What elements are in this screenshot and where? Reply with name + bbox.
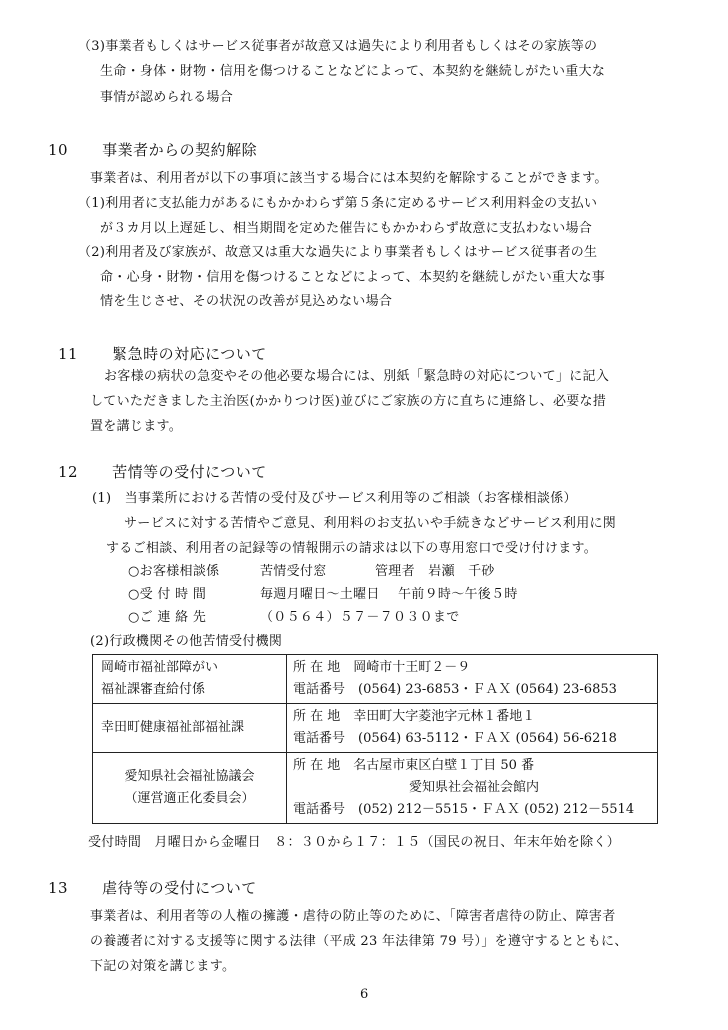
agency-table bbox=[92, 654, 658, 824]
sec10-item2-line2: 命・心身・財物・信用を傷つけることなどによって、本契約を継続しがたい重大な事 bbox=[100, 270, 606, 285]
agency-tel: 電話番号 (0564) 63-5112・ＦＡＸ (0564) 56-6218 bbox=[293, 731, 617, 746]
desk-phone: （０５６４）５７－７０３０まで bbox=[260, 610, 460, 625]
sec11-number: 11 bbox=[58, 345, 79, 363]
sec10-intro: 事業者は、利用者が以下の事項に該当する場合には本契約を解除することができます。 bbox=[90, 171, 608, 186]
sec10-item1-line1: （1)利用者に支払能力があるにもかかわらず第５条に定めるサービス利用料金の支払い bbox=[78, 196, 598, 211]
agency-address: 所 在 地 名古屋市東区白壁１丁目 50 番 bbox=[293, 758, 535, 773]
agency-name-aichi bbox=[93, 753, 287, 824]
sec13-body-line3: 下記の対策を講じます。 bbox=[90, 959, 236, 974]
desk-label-consult: ○お客様相談係 bbox=[128, 564, 220, 579]
agency-contact-kota bbox=[287, 704, 658, 753]
sec11-title: 緊急時の対応について bbox=[112, 345, 267, 363]
agency-contact-okazaki bbox=[287, 655, 658, 704]
agency-name-okazaki bbox=[93, 655, 287, 704]
sec9-item3-line2: 生命・身体・財物・信用を傷つけることなどによって、本契約を継続しがたい重大な bbox=[100, 64, 606, 79]
sec12-item2-title: (2)行政機関その他苦情受付機関 bbox=[90, 634, 283, 649]
agency-tel: 電話番号 (052) 212－5515・ＦＡＸ (052) 212－5514 bbox=[293, 802, 635, 817]
agency-name-line: 幸田町健康福祉部福祉課 bbox=[101, 720, 245, 735]
sec10-heading bbox=[48, 140, 257, 160]
desk-manager: 管理者 岩瀬 千砂 bbox=[375, 564, 495, 579]
sec12-item1-body-line2: するご相談、利用者の記録等の情報開示の請求は以下の専用窓口で受け付けます。 bbox=[106, 541, 598, 556]
sec9-item3-line3: 事情が認められる場合 bbox=[100, 90, 234, 105]
agency-address: 所 在 地 幸田町大字菱池字元林１番地１ bbox=[293, 709, 536, 724]
agency-contact-aichi bbox=[287, 753, 658, 824]
desk-times: 午前９時～午後５時 bbox=[398, 587, 518, 602]
sec11-body-line3: 置を講じます。 bbox=[90, 419, 183, 434]
sec10-item2-line3: 情を生じさせ、その状況の改善が見込めない場合 bbox=[100, 294, 393, 309]
reception-hours: 受付時間 月曜日から金曜日 ８：３０から１７：１５（国民の祝日、年末年始を除く） bbox=[88, 835, 621, 850]
agency-row-aichi bbox=[93, 753, 658, 824]
sec13-title: 虐待等の受付について bbox=[102, 879, 257, 897]
sec10-number: 10 bbox=[48, 141, 69, 159]
agency-address: 所 在 地 岡崎市十王町２－９ bbox=[293, 660, 471, 675]
sec12-number: 12 bbox=[58, 463, 79, 481]
sec10-item2-line1: （2)利用者及び家族が、故意又は重大な過失により事業者もしくはサービス従事者の生 bbox=[78, 245, 598, 260]
sec12-item1-body-line1: サービスに対する苦情やご意見、利用料のお支払いや手続きなどサービス利用に関 bbox=[124, 516, 617, 531]
desk-days: 毎週月曜日～土曜日 bbox=[260, 587, 380, 602]
agency-name-line: 岡崎市福祉部障がい bbox=[101, 660, 219, 675]
sec13-number: 13 bbox=[48, 879, 69, 897]
sec11-body-line2: していただきました主治医(かかりつけ医)並びにご家族の方に直ちに連絡し、必要な措 bbox=[90, 394, 607, 409]
sec13-heading bbox=[48, 878, 257, 898]
agency-name-line: （運営適正化委員会） bbox=[124, 791, 255, 806]
desk-label-hours: ○受 付 時 間 bbox=[128, 587, 207, 602]
agency-name-line: 愛知県社会福祉協議会 bbox=[124, 769, 255, 784]
desk-complaint-window: 苦情受付窓 bbox=[260, 564, 327, 579]
desk-label-contact: ○ご 連 絡 先 bbox=[128, 610, 207, 625]
sec10-title: 事業者からの契約解除 bbox=[102, 141, 258, 159]
sec13-body-line1: 事業者は、利用者等の人権の擁護・虐待の防止等のために、「障害者虐待の防止、障害者 bbox=[90, 909, 616, 924]
sec10-item1-line2: が３カ月以上遅延し、相当期間を定めた催告にもかかわらず故意に支払わない場合 bbox=[100, 221, 593, 236]
sec12-heading bbox=[58, 462, 267, 482]
sec11-body-line1: お客様の病状の急変やその他必要な場合には、別紙「緊急時の対応について」に記入 bbox=[104, 369, 610, 384]
agency-row-kota bbox=[93, 704, 658, 753]
agency-name-line: 福祉課審査給付係 bbox=[101, 682, 206, 697]
agency-tel: 電話番号 (0564) 23-6853・ＦＡＸ (0564) 23-6853 bbox=[293, 682, 617, 697]
sec12-title: 苦情等の受付について bbox=[112, 463, 267, 481]
page-number: 6 bbox=[360, 987, 369, 1002]
sec13-body-line2: の養護者に対する支援等に関する法律（平成 23 年法律第 79 号）」を遵守するとともに、 bbox=[90, 934, 628, 949]
agency-address-building: 愛知県社会福祉会館内 bbox=[409, 780, 540, 795]
sec12-item1-title: (1) 当事業所における苦情の受付及びサービス利用等のご相談（お客様相談係） bbox=[92, 491, 577, 506]
agency-row-okazaki bbox=[93, 655, 658, 704]
agency-name-kota bbox=[93, 704, 287, 753]
sec9-item3-line1: （3)事業者もしくはサービス従事者が故意又は過失により利用者もしくはその家族等の bbox=[78, 39, 598, 54]
sec11-heading bbox=[58, 344, 267, 364]
